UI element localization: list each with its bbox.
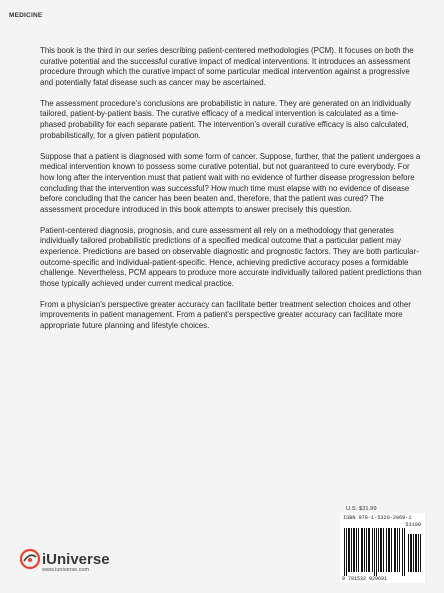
barcode-block [340, 513, 425, 583]
price-label: U.S. $31.99 [346, 506, 377, 512]
price-addon-digits: 53199 [405, 522, 421, 528]
paragraph-methodology: Patient-centered diagnosis, prognosis, and cure assessment all rely on a methodology that generates individually tailored probabilistic predictions of a specified medical outcome that a particular patient may experience. Predictions are based on observable diagnostic and prognostic factors. They are both particular-outcome-specific and individual-patient-specific. Hence, achieving predictive accuracy poses a formidable challenge. Nevertheless, PCM appears to produce more accurate individually tailored patient predictions than those typically achieved under current medical practice. [40, 225, 422, 288]
paragraph-intro: This book is the third in our series describing patient-centered methodologies (PCM). It focuses on both the curative potential and the successful curative impact of medical interventions. It introduces an assessment procedure through which the curative impact of some particular medical intervention against a progressive and potentially fatal disease such as cancer may be ascertained. [40, 46, 414, 87]
isbn-text: ISBN 978-1-5320-2969-1 [343, 515, 412, 521]
back-cover-blurb [40, 46, 423, 342]
paragraph-perspectives: From a physician’s perspective greater accuracy can facilitate better treatment selection choices and other improvements in patient management. From a patient’s perspective greater accuracy can facilitate more appropriate future planning and lifestyle choices. [40, 299, 411, 331]
paragraph-assessment: The assessment procedure’s conclusions are probabilistic in nature. They are generated on an individually tailored, patient-by-patient basis. The curative efficacy of a medical intervention is calculated as a time-phased probability for each separate patient. The intervention’s overall curative efficacy is also calculated, probabilistically, for a given patient population. [40, 98, 411, 140]
publisher-logo [20, 549, 110, 573]
publisher-name: iUniverse [42, 550, 110, 568]
paragraph-scenario: Suppose that a patient is diagnosed with some form of cancer. Suppose, further, that the patient undergoes a medical intervention known to possess some curative potential, but not guaranteed to cure everybody. For how long after the intervention must that patient wait with no evidence of further disease progression before concluding that the intervention was successful? How much time must elapse with no evidence of disease before concluding that the cancer has been beaten and, therefore, that the patient was cured? The assessment procedure introduced in this book attempts to answer precisely this question. [40, 151, 421, 214]
category-label: MEDICINE [9, 12, 43, 19]
iuniverse-swirl-icon [20, 549, 40, 569]
barcode-icon [342, 528, 423, 576]
publisher-url: www.iuniverse.com [42, 567, 90, 573]
barcode-digits: 9 781532 029691 [342, 576, 388, 582]
